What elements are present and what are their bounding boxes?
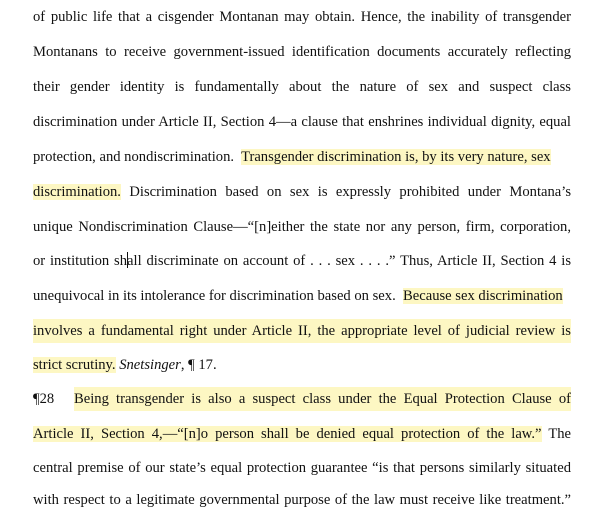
text-line-13 <box>33 422 571 446</box>
text-line-8 <box>33 249 571 273</box>
citation-pinpoint: , ¶ 17. <box>180 357 217 373</box>
text-line-14: central premise of our state’s equal protection guarantee “is that persons similarly situated <box>33 460 571 476</box>
text-line-11 <box>33 353 217 377</box>
highlighted-text: Because sex discrimination <box>403 288 563 304</box>
highlighted-text: strict scrutiny. <box>33 357 116 373</box>
highlighted-text: involves a fundamental right under Article II, the appropriate level of judicial review is <box>33 319 571 343</box>
text-line-7: unique Nondiscrimination Clause—“[n]either the state nor any person, firm, corporation, <box>33 219 571 235</box>
case-citation: Snetsinger <box>119 357 181 373</box>
text-line-10 <box>33 319 571 343</box>
highlighted-text: Article II, Section 4,—“[n]o person shall be denied equal protection of the law.” <box>33 426 542 442</box>
text-line-6-plain: Discrimination based on sex is expressly prohibited under Montana’s <box>129 184 572 200</box>
highlighted-text: Transgender discrimination is, by its very nature, sex <box>241 149 551 165</box>
text-line-15: with respect to a legitimate governmental purpose of the law must receive like treatment.” <box>33 492 571 508</box>
highlighted-text: discrimination. <box>33 184 121 200</box>
text-line-3: their gender identity is fundamentally about the nature of sex and suspect class <box>33 79 571 95</box>
text-line-8-rest: all discriminate on account of . . . sex . . . .” Thus, Article II, Section 4 is <box>127 253 572 269</box>
text-line-1: of public life that a cisgender Montanan may obtain. Hence, the inability of transgender <box>33 9 571 25</box>
text-line-9-plain: unequivocal in its intolerance for discrimination based on sex. <box>33 288 404 304</box>
text-line-4: discrimination under Article II, Section 4—a clause that enshrines individual dignity, equal <box>33 114 571 130</box>
text-line-6 <box>33 180 571 204</box>
text-line-5-plain: protection, and nondiscrimination. <box>33 149 242 165</box>
highlighted-text: Being transgender is also a suspect class under the Equal Protection Clause of <box>74 387 571 411</box>
paragraph-number: ¶28 <box>33 391 55 407</box>
text-line-5 <box>33 145 551 169</box>
text-line-12 <box>33 387 571 411</box>
text-line-2: Montanans to receive government-issued identification documents accurately reflecting <box>33 44 571 60</box>
text-line-9 <box>33 284 563 308</box>
text-line-8-start: or institution sh <box>33 253 128 269</box>
text-line-13-plain: The <box>548 426 572 442</box>
